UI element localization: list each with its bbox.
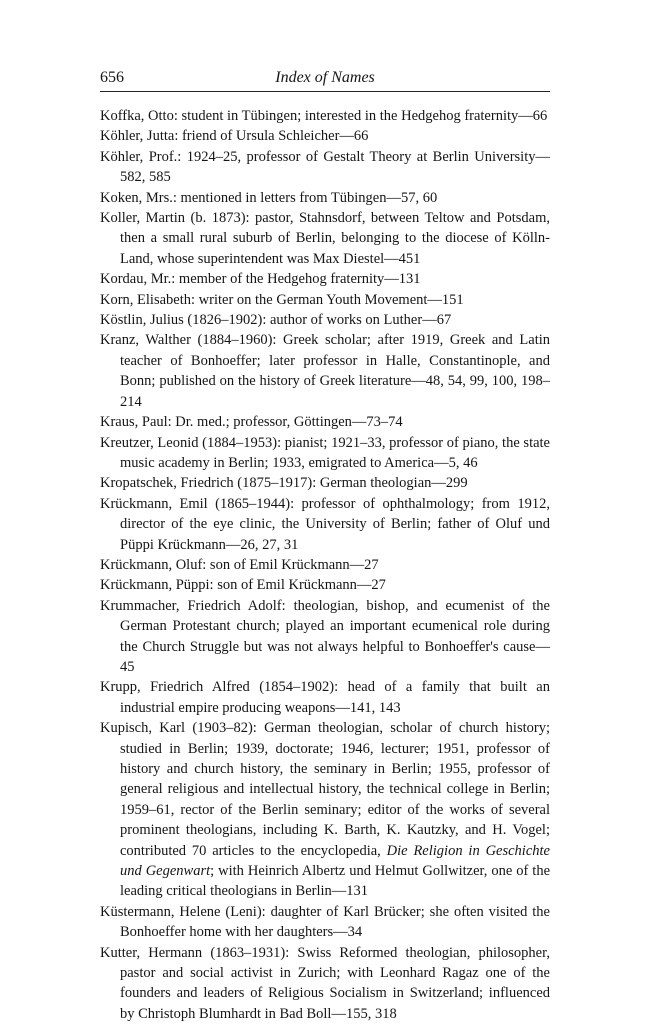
index-entry: Köhler, Jutta: friend of Ursula Schleicher—66	[100, 128, 369, 145]
index-entry: Koken, Mrs.: mentioned in letters from Tübingen—57, 60	[100, 189, 438, 206]
header-rule	[100, 91, 550, 92]
book-title: Die Religion in Geschichte und Gegenwart	[120, 842, 550, 880]
index-entry: Krummacher, Friedrich Adolf: theologian, bishop, and ecumenist of the German Protestant church; played an important ecumenical role during the Church Struggle but was not always helpful to Bonhoeffer's cause—45	[100, 597, 550, 675]
index-entry: Kutter, Hermann (1863–1931): Swiss Reformed theologian, philosopher, pastor and social activist in Zurich; with Leonhard Ragaz one of the founders and leaders of Religious Socialism in Switzerland; influenced by Christoph Blumhardt in Bad Boll—155, 318	[100, 944, 550, 1022]
running-title: Index of Names	[275, 69, 375, 86]
page-number: 656	[100, 69, 124, 86]
index-entry: Kreutzer, Leonid (1884–1953): pianist; 1921–33, professor of piano, the state music academy in Berlin; 1933, emigrated to America—5, 46	[100, 434, 550, 471]
entry-text: ; with Heinrich Albertz und Helmut Gollwitzer, one of the leading critical theologians in Berlin—131	[120, 863, 551, 900]
index-entry: Koller, Martin (b. 1873): pastor, Stahnsdorf, between Teltow and Potsdam, then a small rural suburb of Berlin, belonging to the diocese of Kölln-Land, whose superintendent was Max Diestel—451	[100, 210, 550, 267]
index-entry: Krückmann, Oluf: son of Emil Krückmann—27	[100, 556, 379, 573]
index-entry: Krückmann, Püppi: son of Emil Krückmann—27	[100, 577, 386, 594]
index-entries	[100, 106, 550, 1024]
index-entry: Kropatschek, Friedrich (1875–1917): German theologian—299	[100, 475, 468, 492]
index-entry: Krückmann, Emil (1865–1944): professor of ophthalmology; from 1912, director of the eye clinic, the University of Berlin; father of Oluf und Püppi Krückmann—26, 27, 31	[100, 495, 550, 553]
index-entry: Köstlin, Julius (1826–1902): author of works on Luther—67	[100, 312, 452, 329]
index-entry: Korn, Elisabeth: writer on the German Youth Movement—151	[100, 291, 464, 308]
index-entry: Köhler, Prof.: 1924–25, professor of Gestalt Theory at Berlin University—582, 585	[100, 148, 550, 186]
index-entry: Koffka, Otto: student in Tübingen; interested in the Hedgehog fraternity—66	[100, 108, 548, 124]
index-entry: Kranz, Walther (1884–1960): Greek scholar; after 1919, Greek and Latin teacher of Bonhoeffer; later professor in Halle, Constantinople, and Bonn; published on the history of Greek literature—48, 54, 99, 100, 198–214	[100, 332, 550, 410]
entry-text: Kupisch, Karl (1903–82): German theologian, scholar of church history; studied in Berlin; 1939, doctorate; 1946, lecturer; 1951, professor of history and church history, the seminary in Berlin; 1955, professor of general religious and intellectual history, the technical college in Berlin; 1959–61, rector of the Berlin seminary; editor of the works of several prominent theologians, including K. Barth, K. Kautzky, and H. Vogel; contributed 70 articles to the encyclopedia,	[100, 720, 550, 859]
index-entry: Kordau, Mr.: member of the Hedgehog fraternity—131	[100, 271, 421, 288]
index-entry: Küstermann, Helene (Leni): daughter of Karl Brücker; she often visited the Bonhoeffer home with her daughters—34	[100, 903, 550, 941]
index-entry: Kraus, Paul: Dr. med.; professor, Göttingen—73–74	[100, 414, 403, 431]
index-entry: Krupp, Friedrich Alfred (1854–1902): head of a family that built an industrial empire producing weapons—141, 143	[100, 679, 550, 716]
index-entry-kupisch	[100, 718, 550, 902]
